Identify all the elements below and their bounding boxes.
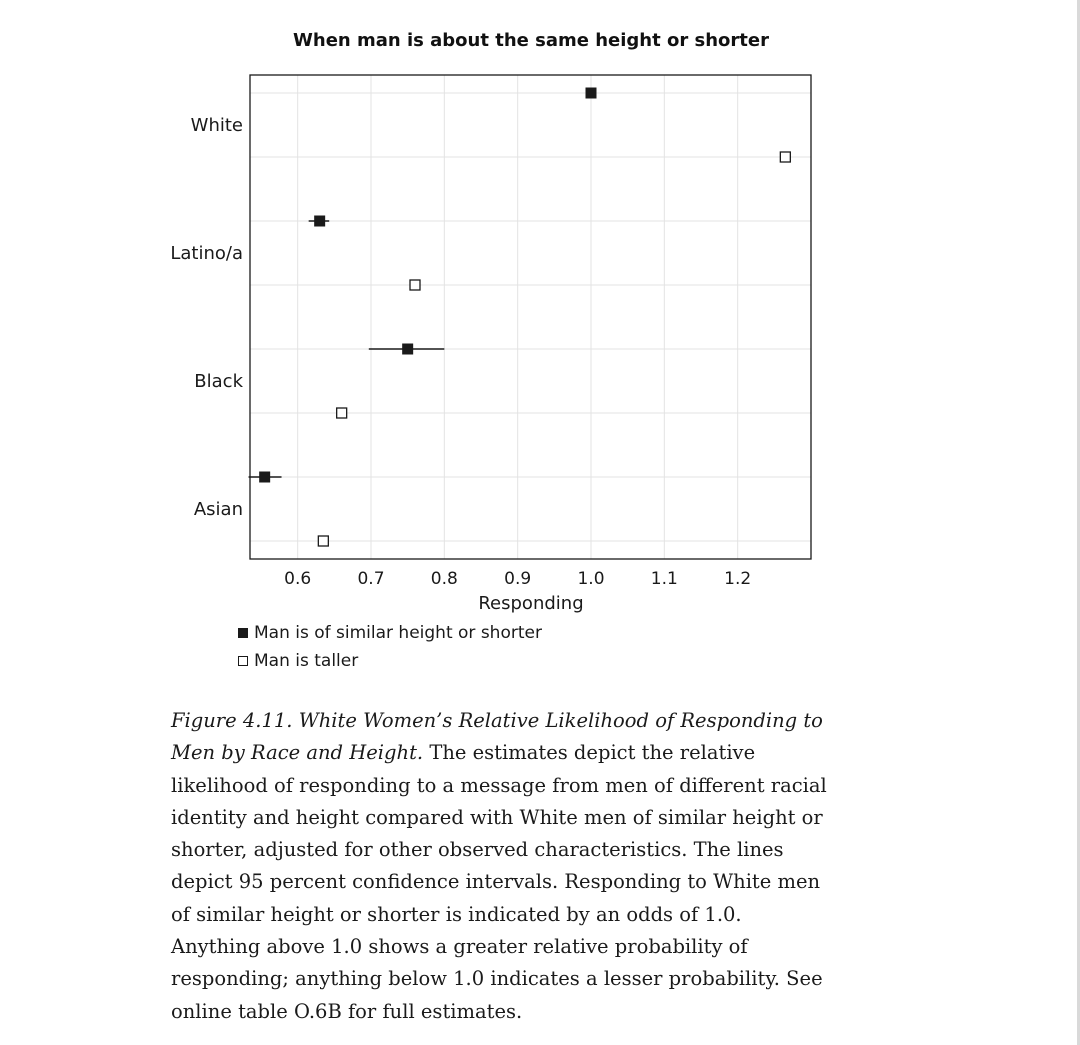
- x-axis-label: Responding: [478, 593, 584, 614]
- figure-caption: [171, 705, 831, 1028]
- legend-item-similar: [238, 623, 542, 643]
- legend-label-taller: Man is taller: [254, 651, 359, 671]
- figure-title: White Women’s Relative Likelihood of Responding to Men by Race and Height.: [171, 709, 823, 765]
- point-filled-square: [259, 472, 270, 483]
- x-tick-label: 0.7: [357, 569, 385, 589]
- x-tick-label: 1.1: [650, 569, 678, 589]
- y-tick-label: White: [190, 115, 243, 136]
- plot-frame: [250, 75, 811, 559]
- x-tick-label: 1.0: [577, 569, 605, 589]
- chart-title: When man is about the same height or shorter: [293, 30, 769, 51]
- caption-body: The estimates depict the relative likelihood of responding to a message from men of different racial identity and height compared with White men of similar height or shorter, adjusted for other observed characteristics. The lines depict 95 percent confidence intervals. Responding to White men of similar height or shorter is indicated by an odds of 1.0. Anything above 1.0 shows a greater relative probability of responding; anything below 1.0 indicates a lesser probability. See online table O.6B for full estimates.: [171, 741, 827, 1023]
- x-axis-tick-labels: [284, 569, 751, 589]
- point-filled-square: [586, 88, 597, 99]
- point-filled-square: [402, 344, 413, 355]
- point-open-square: [337, 408, 347, 418]
- point-open-square: [318, 536, 328, 546]
- y-tick-label: Asian: [193, 499, 243, 520]
- figure-label: Figure 4.11.: [171, 709, 293, 732]
- y-tick-label: Latino/a: [170, 243, 243, 264]
- x-tick-label: 0.8: [430, 569, 458, 589]
- x-tick-label: 1.2: [724, 569, 752, 589]
- y-tick-label: Black: [194, 371, 243, 392]
- x-tick-label: 0.6: [284, 569, 312, 589]
- point-open-square: [410, 280, 420, 290]
- legend-label-similar: Man is of similar height or shorter: [254, 623, 542, 643]
- filled-square-icon: [238, 628, 248, 638]
- point-filled-square: [314, 216, 325, 227]
- y-axis-labels: [170, 115, 243, 520]
- point-open-square: [780, 152, 790, 162]
- legend-item-taller: [238, 651, 358, 671]
- grid: [250, 75, 811, 559]
- open-square-icon: [238, 656, 248, 666]
- x-tick-label: 0.9: [504, 569, 532, 589]
